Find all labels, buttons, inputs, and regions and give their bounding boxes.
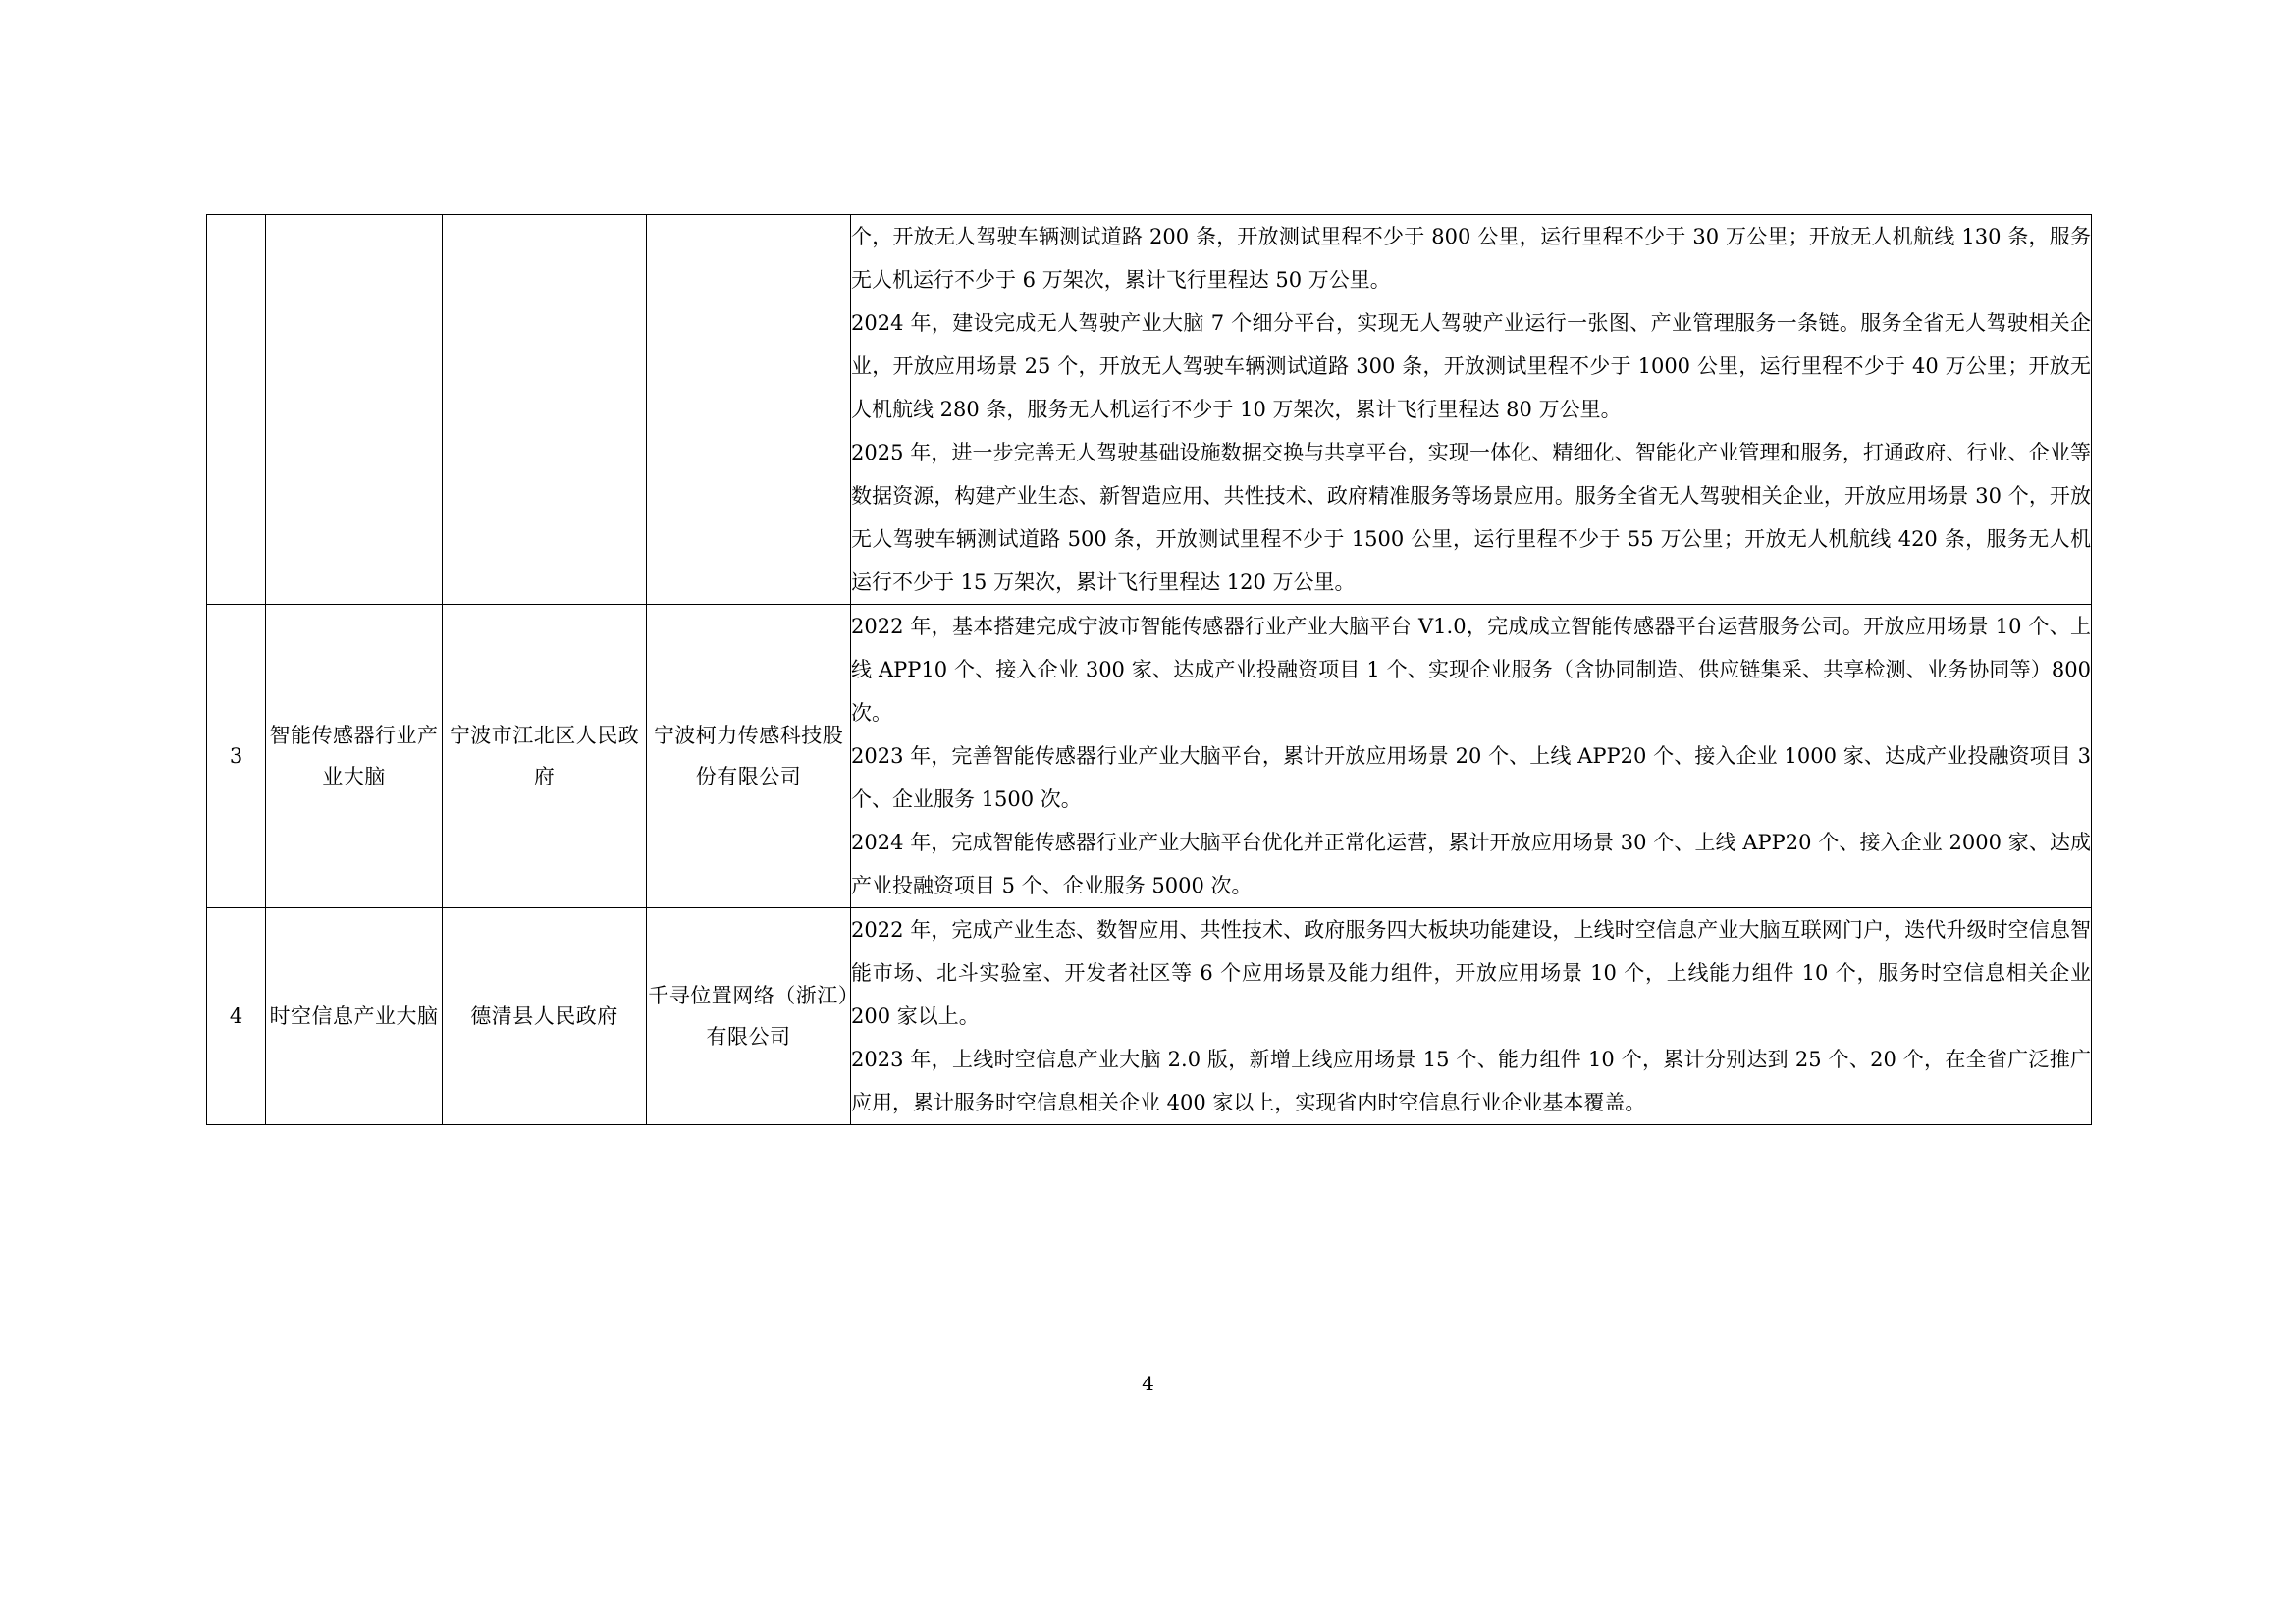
project-table bbox=[206, 214, 2092, 1125]
row-description bbox=[851, 605, 2092, 908]
row-company: 千寻位置网络（浙江）有限公司 bbox=[647, 908, 851, 1125]
description-paragraph: 2024 年，建设完成无人驾驶产业大脑 7 个细分平台，实现无人驾驶产业运行一张图、产业管理服务一条链。服务全省无人驾驶相关企业，开放应用场景 25 个，开放无人驾驶车辆测试道路 300 条，开放测试里程不少于 1000 公里，运行里程不少于 40 万公里；开放无人机航线 280 条，服务无人机运行不少于 10 万架次，累计飞行里程达 80 万公里。 bbox=[851, 311, 2091, 421]
row-number: 4 bbox=[207, 908, 266, 1125]
row-company bbox=[647, 215, 851, 605]
description-paragraph: 2024 年，完成智能传感器行业产业大脑平台优化并正常化运营，累计开放应用场景 30 个、上线 APP20 个、接入企业 2000 家、达成产业投融资项目 5 个、企业服务 5000 次。 bbox=[851, 831, 2091, 897]
row-number: 3 bbox=[207, 605, 266, 908]
row-organization bbox=[443, 215, 647, 605]
description-paragraph: 个，开放无人驾驶车辆测试道路 200 条，开放测试里程不少于 800 公里，运行里程不少于 30 万公里；开放无人机航线 130 条，服务无人机运行不少于 6 万架次，累计飞行里程达 50 万公里。 bbox=[851, 225, 2091, 292]
table-row bbox=[207, 605, 2092, 908]
description-paragraph: 2022 年，基本搭建完成宁波市智能传感器行业产业大脑平台 V1.0，完成成立智能传感器平台运营服务公司。开放应用场景 10 个、上线 APP10 个、接入企业 300 家、达成产业投融资项目 1 个、实现企业服务（含协同制造、供应链集采、共享检测、业务协同等）800 次。 bbox=[851, 615, 2091, 725]
row-organization: 宁波市江北区人民政府 bbox=[443, 605, 647, 908]
table-row bbox=[207, 908, 2092, 1125]
row-description bbox=[851, 908, 2092, 1125]
row-project-name: 智能传感器行业产业大脑 bbox=[266, 605, 443, 908]
row-description bbox=[851, 215, 2092, 605]
row-number bbox=[207, 215, 266, 605]
row-project-name bbox=[266, 215, 443, 605]
description-paragraph: 2022 年，完成产业生态、数智应用、共性技术、政府服务四大板块功能建设，上线时空信息产业大脑互联网门户，迭代升级时空信息智能市场、北斗实验室、开发者社区等 6 个应用场景及能力组件，开放应用场景 10 个，上线能力组件 10 个，服务时空信息相关企业 200 家以上。 bbox=[851, 918, 2091, 1028]
row-organization: 德清县人民政府 bbox=[443, 908, 647, 1125]
description-paragraph: 2023 年，上线时空信息产业大脑 2.0 版，新增上线应用场景 15 个、能力组件 10 个，累计分别达到 25 个、20 个，在全省广泛推广应用，累计服务时空信息相关企业 400 家以上，实现省内时空信息行业企业基本覆盖。 bbox=[851, 1048, 2091, 1114]
page-number: 4 bbox=[1142, 1372, 1154, 1395]
row-company: 宁波柯力传感科技股份有限公司 bbox=[647, 605, 851, 908]
row-project-name: 时空信息产业大脑 bbox=[266, 908, 443, 1125]
table-row bbox=[207, 215, 2092, 605]
description-paragraph: 2025 年，进一步完善无人驾驶基础设施数据交换与共享平台，实现一体化、精细化、智能化产业管理和服务，打通政府、行业、企业等数据资源，构建产业生态、新智造应用、共性技术、政府精准服务等场景应用。服务全省无人驾驶相关企业，开放应用场景 30 个，开放无人驾驶车辆测试道路 500 条，开放测试里程不少于 1500 公里，运行里程不少于 55 万公里；开放无人机航线 420 条，服务无人机运行不少于 15 万架次，累计飞行里程达 120 万公里。 bbox=[851, 441, 2091, 594]
description-paragraph: 2023 年，完善智能传感器行业产业大脑平台，累计开放应用场景 20 个、上线 APP20 个、接入企业 1000 家、达成产业投融资项目 3 个、企业服务 1500 次。 bbox=[851, 744, 2091, 811]
